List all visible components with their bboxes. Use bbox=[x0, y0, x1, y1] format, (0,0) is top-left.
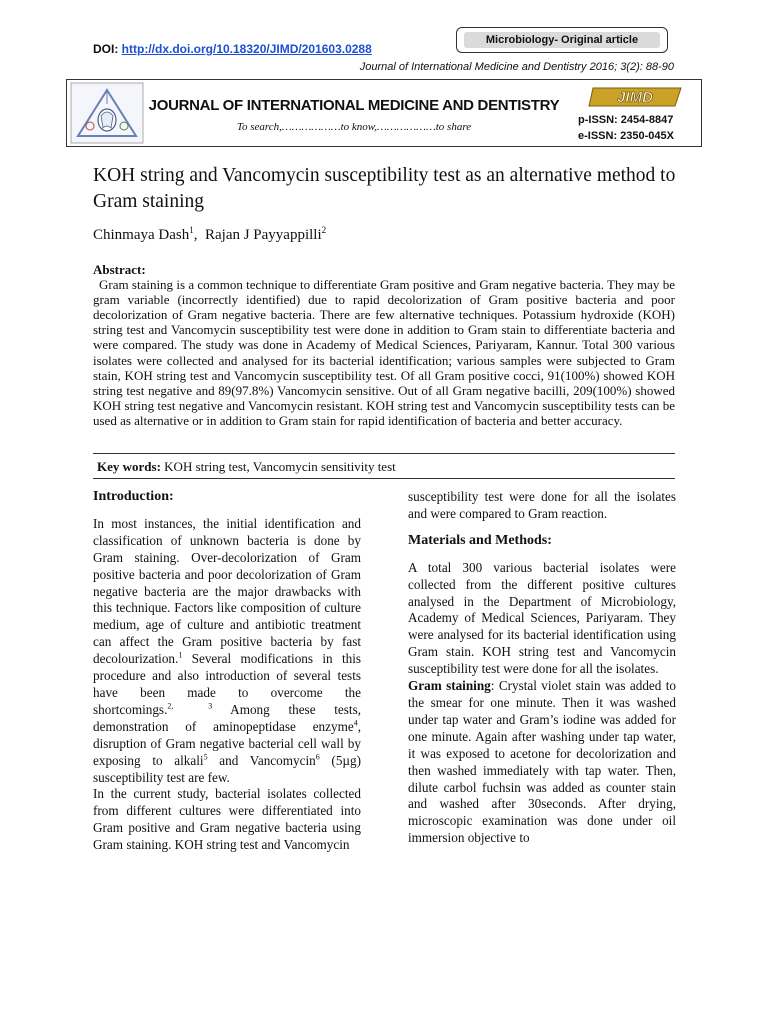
left-column bbox=[93, 489, 361, 854]
issn-block bbox=[578, 112, 674, 144]
citation: 4 bbox=[353, 718, 358, 728]
gram-staining-paragraph bbox=[408, 678, 676, 847]
introduction-paragraph-1 bbox=[93, 516, 361, 787]
abstract-heading: Abstract: bbox=[93, 262, 146, 277]
intro-text: , disruption of Gram negative bacterial cell wall by exposing to alkali bbox=[93, 718, 361, 768]
citation: 1 bbox=[178, 650, 183, 660]
intro-text: (5µg) susceptibility test are few. bbox=[93, 752, 361, 785]
citation: 6 bbox=[315, 752, 320, 762]
keywords-label: Key words: bbox=[97, 459, 161, 474]
doi-label: DOI: bbox=[93, 42, 122, 56]
author-1: Chinmaya Dash bbox=[93, 227, 190, 243]
methods-paragraph: A total 300 various bacterial isolates were collected from the different positive cultures analysed in the Department of Microbiology, Academy of Medical Sciences, Pariyaram. They were analysed for its bacterial identification using Gram stain. KOH string test and Vancomycin susceptibility test were done for all the isolates. bbox=[408, 559, 676, 677]
author-2-affil: 2 bbox=[321, 225, 327, 235]
citation: 5 bbox=[203, 752, 208, 762]
gram-staining-label: Gram staining bbox=[408, 678, 491, 694]
introduction-paragraph-2: In the current study, bacterial isolates collected from different cultures were differentiated into Gram positive and Gram negative bacteria using Gram staining. KOH string test and Vancomycin bbox=[93, 786, 361, 853]
jimd-logo-text: JIMD bbox=[617, 89, 653, 106]
article-type-label: Microbiology- Original article bbox=[464, 32, 660, 48]
journal-citation: Journal of International Medicine and Dentistry 2016; 3(2): 88-90 bbox=[359, 61, 674, 73]
intro-text: Among these tests, demonstration of aminopeptidase enzyme bbox=[93, 701, 361, 734]
journal-tagline: To search,………………to know,………………to share bbox=[236, 121, 472, 133]
intro-text: Several modifications in this procedure and also introduction of several tests have been made to overcome the shortcomings. bbox=[93, 651, 361, 717]
intro-text: and Vancomycin bbox=[207, 752, 316, 768]
intro-text: In most instances, the initial identification and classification of unknown bacteria is done by Gram staining. Over-decolorization of Gram positive bacteria and poor decolorization of Gram negative bacteria are the major drawbacks with this technique. Factors like composition of culture medium, age of culture and antibiotic treatment can affect the Gram positive bacteria by fast decolourization. bbox=[93, 515, 361, 667]
article-title: KOH string and Vancomycin susceptibility test as an alternative method to Gram staining bbox=[93, 165, 676, 212]
e-issn: e-ISSN: 2350-045X bbox=[578, 130, 674, 142]
citation: 2, 3 bbox=[167, 701, 213, 711]
abstract bbox=[93, 262, 675, 428]
author-line bbox=[93, 227, 326, 244]
journal-logo-icon bbox=[70, 82, 144, 144]
methods-heading: Materials and Methods: bbox=[408, 532, 552, 548]
right-column bbox=[408, 489, 676, 847]
journal-title: JOURNAL OF INTERNATIONAL MEDICINE AND DENTISTRY bbox=[148, 97, 560, 114]
jimd-logo-icon bbox=[587, 86, 685, 108]
abstract-text: Gram staining is a common technique to differentiate Gram positive and Gram negative bacteria. They may be gram variable (incorrectly identified) due to rapid decolorization of Gram positive bacteria and poor decolorization of Gram negative bacteria. There are few alternative techniques. Potassium hydroxide (KOH) string test and Vancomycin susceptibility test were done in addition to Gram stain to differentiate bacteria and were compared. The study was done in Academy of Medical Sciences, Pariyaram, Kannur. Total 300 various isolates were collected and analysed for its bacterial identification; various samples were subjected to Gram stain, KOH string test and Vancomycin susceptibility test. Of all Gram positive cocci, 91(100%) showed KOH string test negative and 89(97.8%) Vancomycin sensitive. Out of all Gram negative bacilli, 209(100%) showed KOH string test negative and Vancomycin resistant. KOH string test and Vancomycin susceptibility tests can be used as alternative or in addition to Gram stain for rapid identification of bacteria and better accuracy. bbox=[93, 277, 675, 428]
introduction-heading: Introduction: bbox=[93, 489, 174, 504]
gram-staining-text: : Crystal violet stain was added to the smear for one minute. Then it was washed under tap water and Gram’s iodine was added for one minute. Again after washing under tap water, it was exposed to acetone for decolorization and then washed immediately with tap water. Then, dilute carbol fuchsin was added as counter stain and washed after 30seconds. After drying, microscopic examination was done under oil immersion objective to bbox=[408, 678, 676, 846]
p-issn: p-ISSN: 2454-8847 bbox=[578, 114, 674, 126]
author-2: Rajan J Payyappilli bbox=[204, 227, 322, 243]
doi-link[interactable]: http://dx.doi.org/10.18320/JIMD/201603.0288 bbox=[121, 42, 372, 56]
author-1-affil: 1 bbox=[189, 225, 194, 235]
author-separator: , bbox=[193, 227, 205, 243]
doi-line bbox=[93, 42, 372, 56]
introduction-continued: susceptibility test were done for all the isolates and were compared to Gram reaction. bbox=[408, 489, 676, 521]
keywords-text: KOH string test, Vancomycin sensitivity test bbox=[160, 459, 396, 474]
article-type-badge bbox=[456, 27, 668, 53]
keywords bbox=[97, 459, 396, 475]
